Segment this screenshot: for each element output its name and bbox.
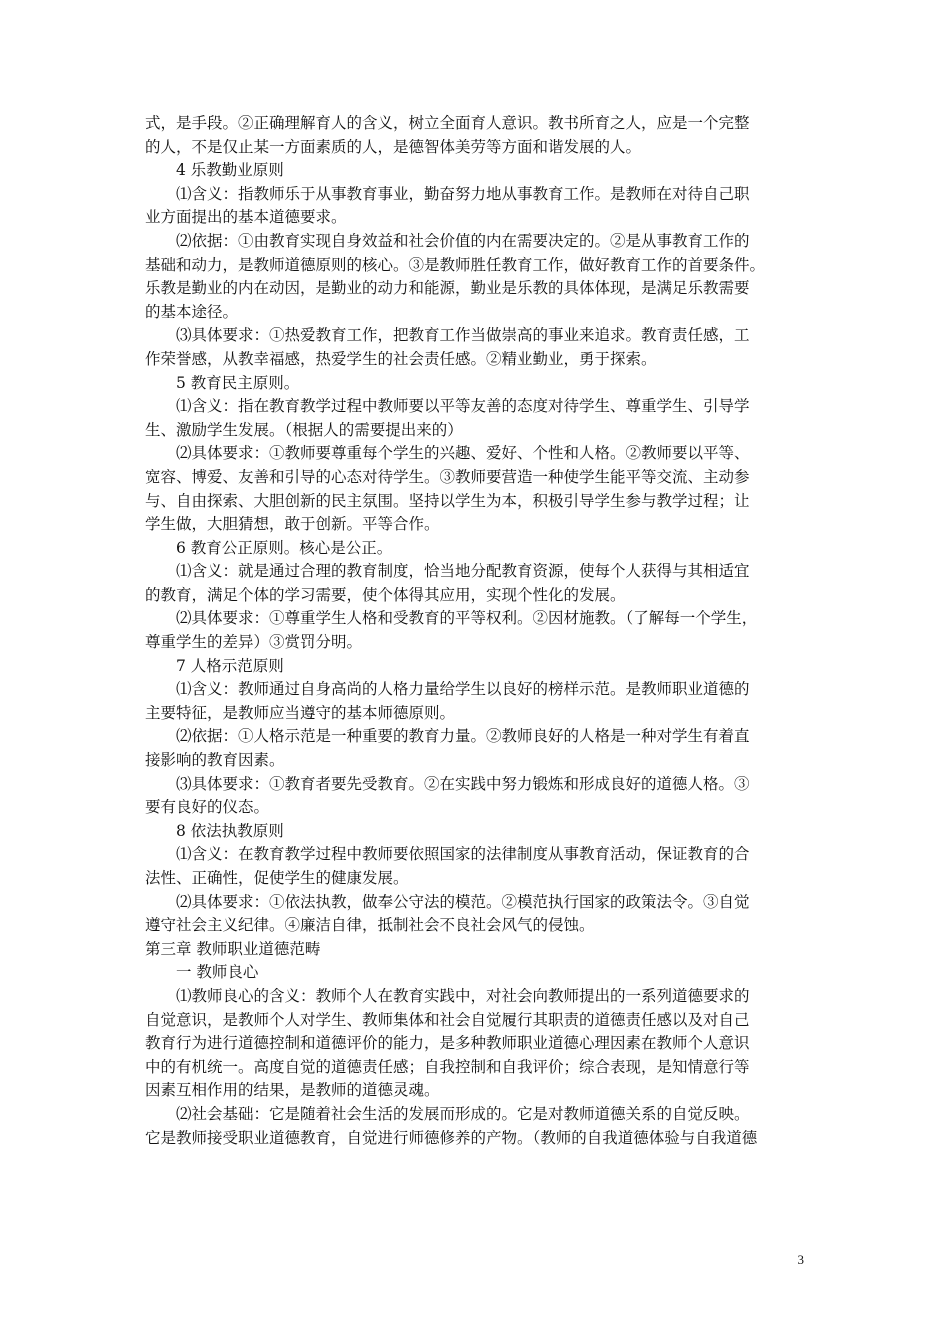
text-line: 尊重学生的差异）③赏罚分明。 bbox=[145, 633, 363, 652]
text-line: ⑵社会基础：它是随着社会生活的发展而形成的。它是对教师道德关系的自觉反映。 bbox=[176, 1104, 750, 1123]
text-line: 6 教育公正原则。核心是公正。 bbox=[176, 538, 393, 557]
text-line: 8 依法执教原则 bbox=[176, 821, 284, 840]
text-line: ⑵具体要求：①依法执教，做奉公守法的模范。②模范执行国家的政策法令。③自觉 bbox=[176, 892, 750, 911]
text-line: 因素互相作用的结果，是教师的道德灵魂。 bbox=[145, 1081, 440, 1100]
text-line: 的基本途径。 bbox=[145, 302, 239, 321]
text-line: ⑴含义：指在教育教学过程中教师要以平等友善的态度对待学生、尊重学生、引导学 bbox=[176, 397, 750, 416]
text-line: 主要特征，是教师应当遵守的基本师德原则。 bbox=[145, 703, 456, 722]
text-line: 宽容、博爱、友善和引导的心态对待学生。③教师要营造一种使学生能平等交流、主动参 bbox=[145, 467, 750, 486]
text-line: ⑵依据：①由教育实现自身效益和社会价值的内在需要决定的。②是从事教育工作的 bbox=[176, 231, 750, 250]
text-line: 要有良好的仪态。 bbox=[145, 798, 270, 817]
text-line: 生、激励学生发展。（根据人的需要提出来的） bbox=[145, 420, 463, 439]
text-line: 与、自由探索、大胆创新的民主氛围。坚持以学生为本，积极引导学生参与教学过程；让 bbox=[145, 491, 750, 510]
text-line: ⑶具体要求：①教育者要先受教育。②在实践中努力锻炼和形成良好的道德人格。③ bbox=[176, 774, 750, 793]
text-line: 基础和动力，是教师道德原则的核心。③是教师胜任教育工作，做好教育工作的首要条件。 bbox=[145, 255, 766, 274]
text-line: ⑴含义：指教师乐于从事教育事业，勤奋努力地从事教育工作。是教师在对待自己职 bbox=[176, 184, 750, 203]
text-line: 一 教师良心 bbox=[176, 963, 259, 982]
text-line: 学生做，大胆猜想，敢于创新。平等合作。 bbox=[145, 515, 440, 534]
text-line: 自觉意识，是教师个人对学生、教师集体和社会自觉履行其职责的道德责任感以及对自己 bbox=[145, 1010, 750, 1029]
page-number: 3 bbox=[797, 1252, 804, 1267]
text-line: 遵守社会主义纪律。④廉洁自律，抵制社会不良社会风气的侵蚀。 bbox=[145, 916, 595, 935]
text-line: ⑵依据：①人格示范是一种重要的教育力量。②教师良好的人格是一种对学生有着直 bbox=[176, 727, 750, 746]
text-line: ⑵具体要求：①尊重学生人格和受教育的平等权利。②因材施教。（了解每一个学生， bbox=[176, 609, 758, 628]
text-line: 式，是手段。②正确理解育人的含义，树立全面育人意识。教书所育之人，应是一个完整 bbox=[145, 114, 750, 132]
text-line: 7 人格示范原则 bbox=[176, 656, 284, 675]
text-line: 它是教师接受职业道德教育，自觉进行师德修养的产物。（教师的自我道德体验与自我道德 bbox=[145, 1128, 758, 1147]
text-line: 的人，不是仅止某一方面素质的人，是德智体美劳等方面和谐发展的人。 bbox=[145, 137, 642, 156]
text-line: ⑵具体要求：①教师要尊重每个学生的兴趣、爱好、个性和人格。②教师要以平等、 bbox=[176, 444, 750, 463]
text-line: 第三章 教师职业道德范畴 bbox=[145, 939, 321, 958]
text-line: 接影响的教育因素。 bbox=[145, 751, 285, 770]
text-line: 作荣誉感，从教幸福感，热爱学生的社会责任感。②精业勤业，勇于探索。 bbox=[145, 349, 657, 368]
text-line: 业方面提出的基本道德要求。 bbox=[145, 208, 347, 227]
text-line: 5 教育民主原则。 bbox=[176, 373, 300, 392]
text-line: 的教育，满足个体的学习需要，使个体得其应用，实现个性化的发展。 bbox=[145, 585, 626, 604]
text-line: ⑶具体要求：①热爱教育工作，把教育工作当做崇高的事业来追求。教育责任感，工 bbox=[176, 326, 750, 345]
text-line: ⑴教师良心的含义：教师个人在教育实践中，对社会向教师提出的一系列道德要求的 bbox=[176, 986, 750, 1005]
document-body bbox=[145, 112, 807, 1150]
text-line: 乐教是勤业的内在动因，是勤业的动力和能源，勤业是乐教的具体体现，是满足乐教需要 bbox=[145, 279, 750, 298]
text-line: ⑴含义：教师通过自身高尚的人格力量给学生以良好的榜样示范。是教师职业道德的 bbox=[176, 680, 750, 699]
text-line: 法性、正确性，促使学生的健康发展。 bbox=[145, 869, 409, 887]
text-line: 教育行为进行道德控制和道德评价的能力，是多种教师职业道德心理因素在教师个人意识 bbox=[145, 1034, 750, 1053]
text-line: ⑴含义：就是通过合理的教育制度，恰当地分配教育资源，使每个人获得与其相适宜 bbox=[176, 562, 750, 581]
text-line: 4 乐教勤业原则 bbox=[176, 161, 284, 180]
text-line: 中的有机统一。高度自觉的道德责任感；自我控制和自我评价；综合表现，是知情意行等 bbox=[145, 1057, 750, 1076]
text-line: ⑴含义：在教育教学过程中教师要依照国家的法律制度从事教育活动，保证教育的合 bbox=[176, 845, 750, 864]
